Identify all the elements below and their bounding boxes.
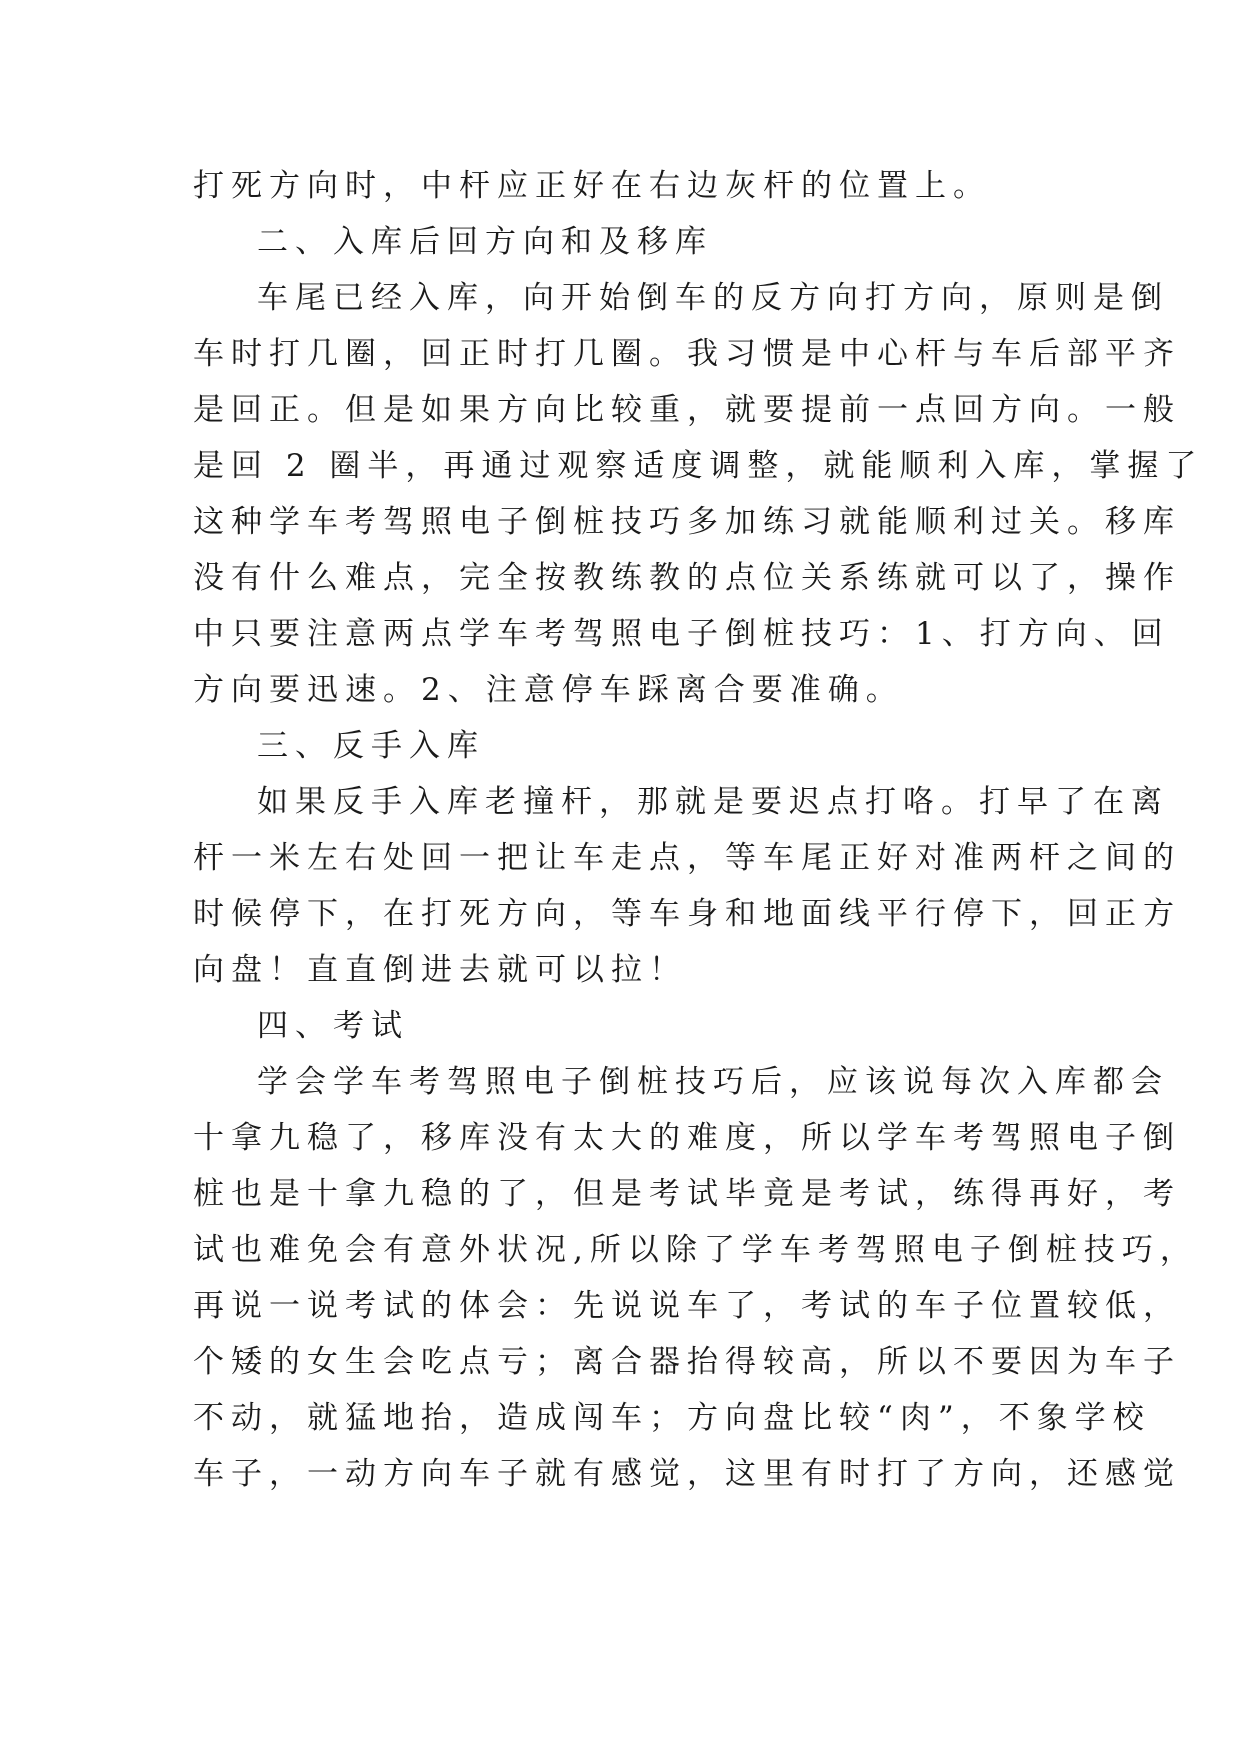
text-line: 车子，一动方向车子就有感觉，这里有时打了方向，还感觉: [193, 1456, 1181, 1492]
text-line: 这种学车考驾照电子倒桩技巧多加练习就能顺利过关。移库: [193, 504, 1181, 540]
text-line: 十拿九稳了，移库没有太大的难度，所以学车考驾照电子倒: [193, 1120, 1181, 1156]
text-line: 没有什么难点，完全按教练教的点位关系练就可以了，操作: [193, 560, 1181, 596]
text-line: 是回正。但是如果方向比较重，就要提前一点回方向。一般: [193, 392, 1181, 428]
text-line: 杆一米左右处回一把让车走点，等车尾正好对准两杆之间的: [193, 840, 1181, 876]
body-text: [193, 158, 1204, 1502]
text-line: 车时打几圈，回正时打几圈。我习惯是中心杆与车后部平齐: [193, 336, 1181, 372]
section-heading: 四、考试: [257, 1008, 409, 1044]
text-line: 是回 2 圈半，再通过观察适度调整，就能顺利入库，掌握了: [193, 448, 1204, 484]
section-heading: 三、反手入库: [257, 728, 485, 764]
text-line: 时候停下，在打死方向，等车身和地面线平行停下，回正方: [193, 896, 1181, 932]
text-line: 再说一说考试的体会：先说说车了，考试的车子位置较低，: [193, 1288, 1181, 1324]
text-line: 打死方向时，中杆应正好在右边灰杆的位置上。: [193, 168, 991, 204]
text-line: 试也难免会有意外状况,所以除了学车考驾照电子倒桩技巧，: [193, 1232, 1198, 1268]
text-line: 个矮的女生会吃点亏；离合器抬得较高，所以不要因为车子: [193, 1344, 1181, 1380]
text-line: 桩也是十拿九稳的了，但是考试毕竟是考试，练得再好，考: [193, 1176, 1181, 1212]
text-line: 学会学车考驾照电子倒桩技巧后，应该说每次入库都会: [257, 1064, 1169, 1100]
text-line: 向盘！直直倒进去就可以拉！: [193, 952, 687, 988]
text-line: 中只要注意两点学车考驾照电子倒桩技巧：1、打方向、回: [193, 616, 1170, 652]
section-heading: 二、入库后回方向和及移库: [257, 224, 713, 260]
text-line: 车尾已经入库，向开始倒车的反方向打方向，原则是倒: [257, 280, 1169, 316]
text-line: 方向要迅速。2、注意停车踩离合要准确。: [193, 672, 904, 708]
text-line: 如果反手入库老撞杆，那就是要迟点打咯。打早了在离: [257, 784, 1169, 820]
text-line: 不动，就猛地抬，造成闯车；方向盘比较“肉”，不象学校: [193, 1400, 1151, 1436]
